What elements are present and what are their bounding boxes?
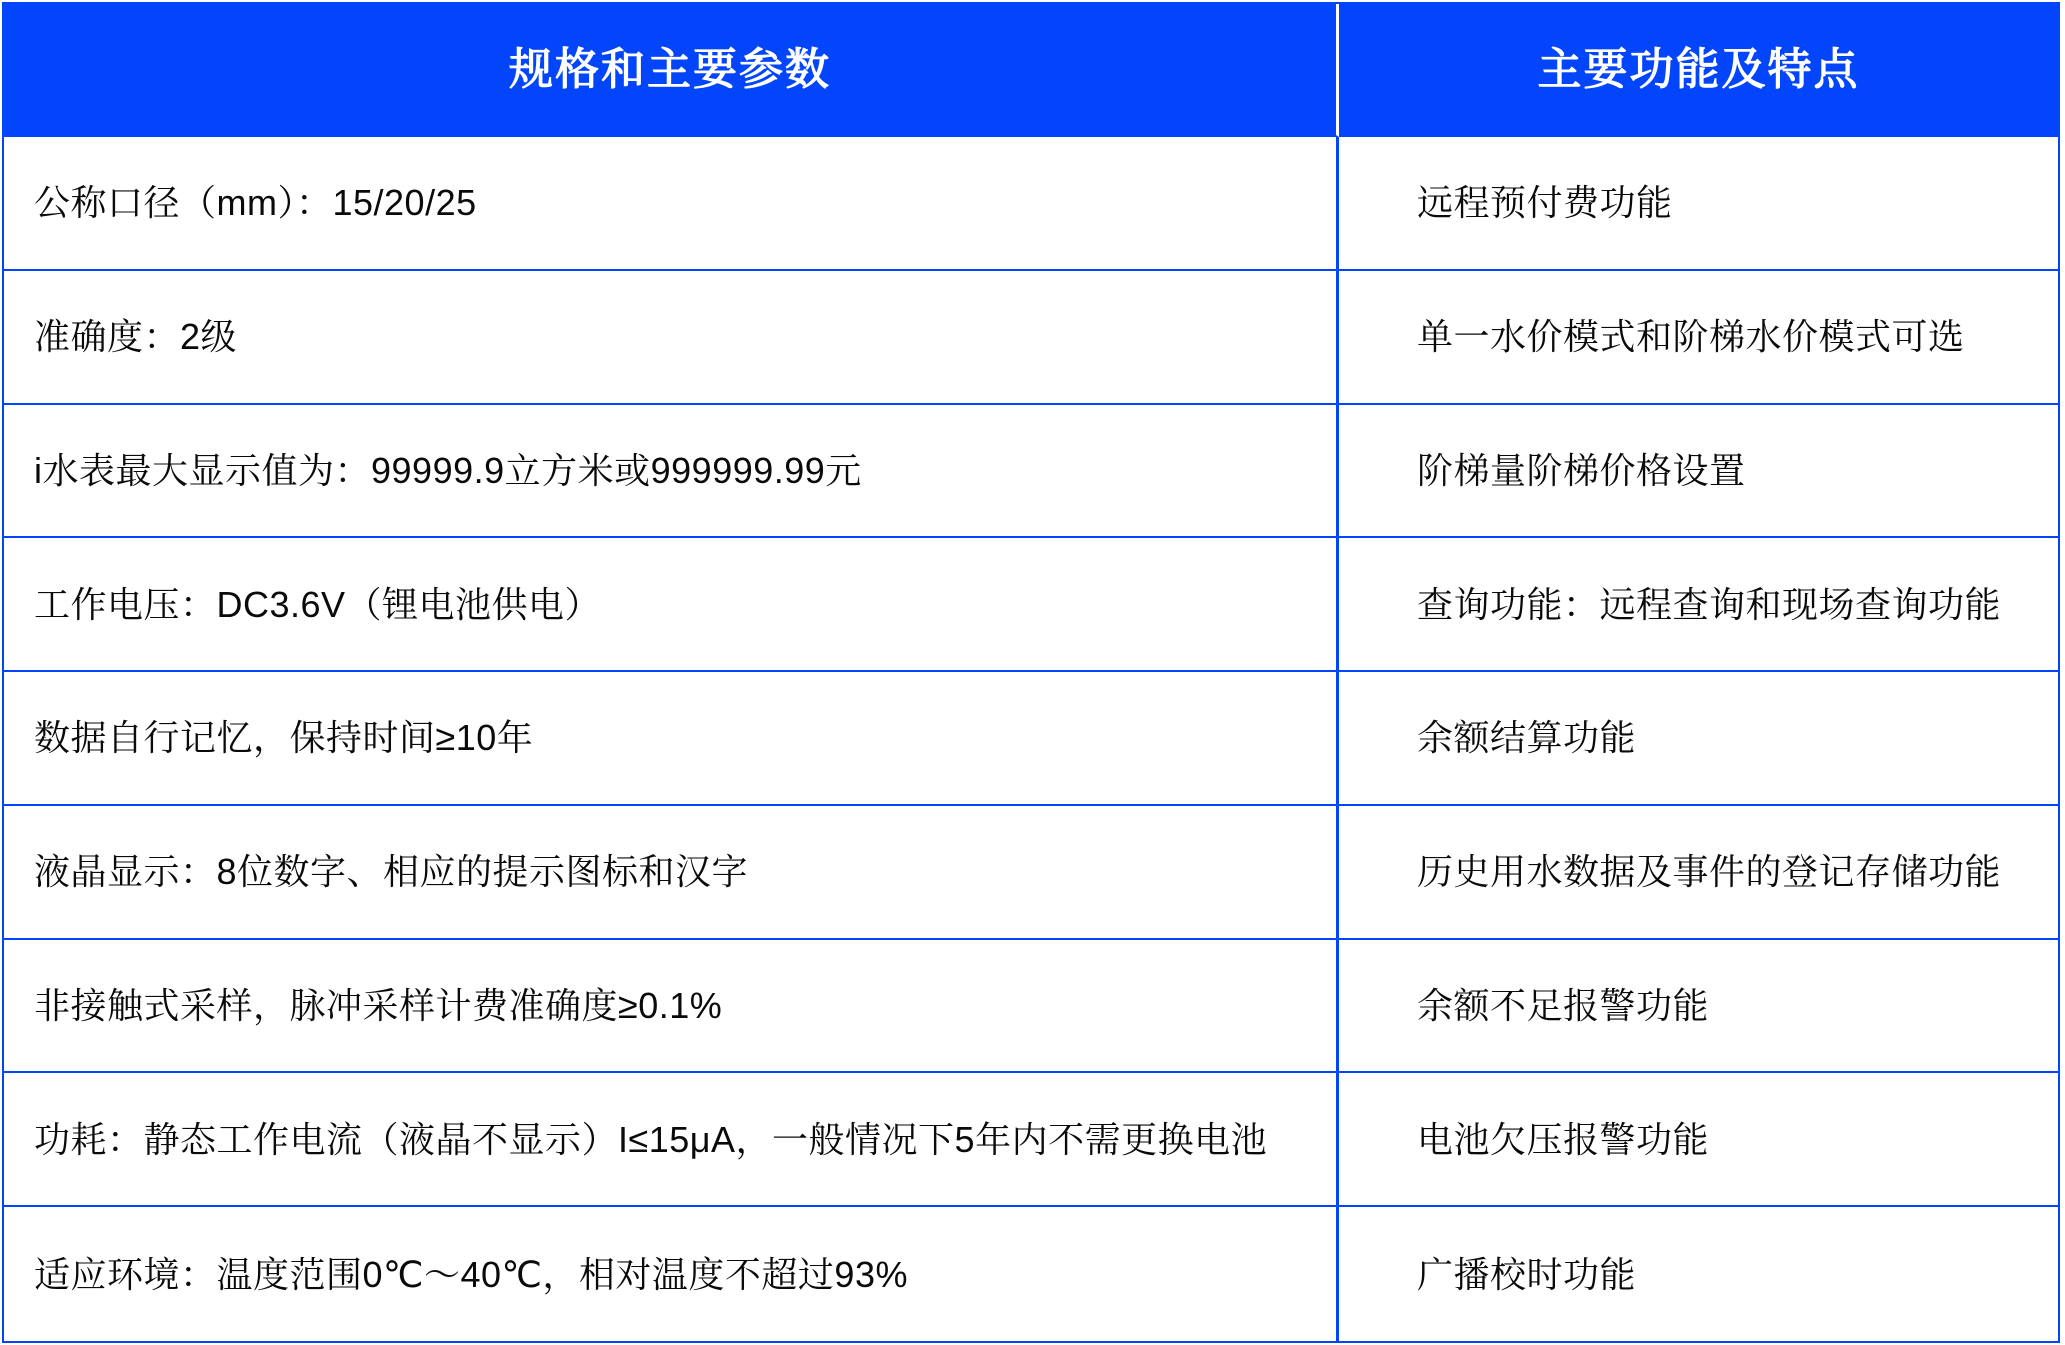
feature-cell: 阶梯量阶梯价格设置 bbox=[1339, 405, 2058, 539]
feature-cell: 远程预付费功能 bbox=[1339, 137, 2058, 271]
feature-cell: 查询功能：远程查询和现场查询功能 bbox=[1339, 538, 2058, 672]
spec-cell: 公称口径（mm）：15/20/25 bbox=[4, 137, 1339, 271]
spec-cell: 液晶显示：8位数字、相应的提示图标和汉字 bbox=[4, 806, 1339, 940]
feature-cell: 广播校时功能 bbox=[1417, 1253, 1637, 1295]
spec-cell: 非接触式采样，脉冲采样计费准确度≥0.1% bbox=[4, 940, 1339, 1074]
feature-cell: 余额结算功能 bbox=[1339, 672, 2058, 806]
spec-cell: 功耗：静态工作电流（液晶不显示）I≤15μA，一般情况下5年内不需更换电池 bbox=[4, 1073, 1339, 1207]
feature-cell: 电池欠压报警功能 bbox=[1339, 1073, 2058, 1207]
spec-cell: 适应环境：温度范围0℃～40℃，相对温度不超过93% bbox=[4, 1207, 1339, 1341]
header-cell-specs: 规格和主要参数 bbox=[4, 4, 1339, 137]
feature-cell: 历史用水数据及事件的登记存储功能 bbox=[1339, 806, 2058, 940]
feature-cell: 单一水价模式和阶梯水价模式可选 bbox=[1339, 271, 2058, 405]
feature-cell: 余额不足报警功能 bbox=[1339, 940, 2058, 1074]
header-cell-features: 主要功能及特点 bbox=[1339, 4, 2058, 137]
spec-cell: 准确度：2级 bbox=[4, 271, 1339, 405]
spec-cell: 数据自行记忆，保持时间≥10年 bbox=[4, 672, 1339, 806]
spec-feature-table bbox=[2, 2, 2060, 1343]
spec-cell: i水表最大显示值为：99999.9立方米或999999.99元 bbox=[4, 405, 1339, 539]
spec-cell: 工作电压：DC3.6V（锂电池供电） bbox=[4, 538, 1339, 672]
